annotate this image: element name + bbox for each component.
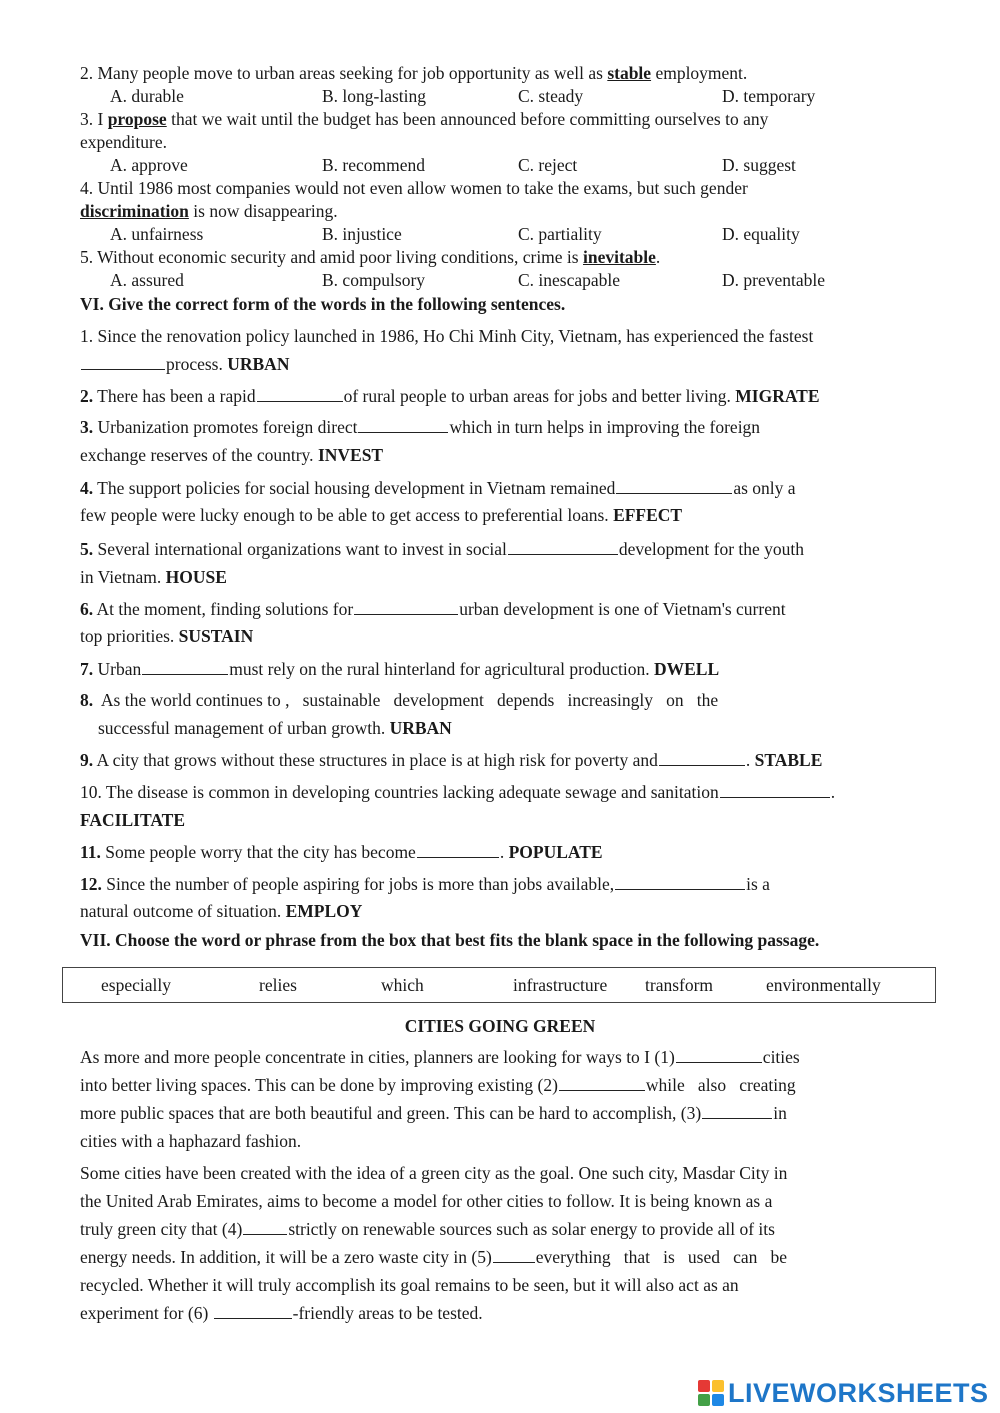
question-3: 3. I propose that we wait until the budget has been announced before committing ourselves to any [80, 109, 769, 129]
option-d[interactable]: D. temporary [722, 86, 816, 106]
option-b[interactable]: B. injustice [322, 224, 402, 244]
s6-item-9: 9. A city that grows without these structures in place is at high risk for poverty and . STABLE [80, 750, 823, 770]
answer-blank[interactable] [257, 386, 343, 402]
section-6-heading: VI. Give the correct form of the words in the following sentences. [80, 294, 566, 314]
option-a[interactable]: A. unfairness [110, 224, 204, 244]
s6-item-8: 8. As the world continues to , sustainable development depends increasingly on the [80, 690, 719, 710]
gap-4[interactable] [243, 1219, 287, 1235]
target-word: inevitable [582, 247, 656, 267]
answer-blank[interactable] [508, 539, 618, 555]
answer-blank[interactable] [354, 599, 458, 615]
passage-line: energy needs. In addition, it will be a zero waste city in (5) everything that is used can be [80, 1247, 788, 1267]
option-c[interactable]: C. reject [518, 155, 578, 175]
passage-title: CITIES GOING GREEN [404, 1016, 596, 1036]
logo-square [712, 1380, 724, 1392]
passage-line: Some cities have been created with the idea of a green city as the goal. One such city, Masdar City in [80, 1163, 788, 1183]
answer-blank[interactable] [358, 417, 448, 433]
box-word: which [381, 975, 424, 995]
target-word: stable [607, 63, 652, 83]
box-word: environmentally [766, 975, 881, 995]
option-a[interactable]: A. approve [110, 155, 188, 175]
passage-line: recycled. Whether it will truly accomplish its goal remains to be seen, but it will also act as an [80, 1275, 739, 1295]
s6-item-6-line2: top priorities. SUSTAIN [80, 626, 254, 646]
s6-item-4: 4. The support policies for social housing development in Vietnam remained as only a [80, 478, 796, 498]
s6-item-11: 11. Some people worry that the city has become . POPULATE [80, 842, 603, 862]
passage-line: more public spaces that are both beautiful and green. This can be hard to accomplish, (3) in [80, 1103, 787, 1123]
box-word: relies [259, 975, 297, 995]
word-box [62, 967, 936, 1003]
target-word: propose [107, 109, 167, 129]
answer-blank[interactable] [616, 478, 732, 494]
s6-item-3: 3. Urbanization promotes foreign direct which in turn helps in improving the foreign [80, 417, 761, 437]
option-b[interactable]: B. recommend [322, 155, 426, 175]
question-2: 2. Many people move to urban areas seeking for job opportunity as well as stable employment. [80, 63, 748, 83]
s6-item-2: 2. There has been a rapid of rural people to urban areas for jobs and better living. MIGRATE [80, 386, 820, 406]
s6-item-1-line2: process. URBAN [80, 353, 289, 375]
liveworksheets-logo[interactable] [698, 1378, 989, 1408]
answer-blank[interactable] [615, 874, 745, 890]
question-3-line2: expenditure. [80, 132, 167, 152]
passage-line: truly green city that (4) strictly on renewable sources such as solar energy to provide all of its [80, 1219, 775, 1239]
target-word: discrimination [80, 201, 189, 221]
s6-item-12: 12. Since the number of people aspiring for jobs is more than jobs available, is a [80, 874, 770, 894]
answer-blank[interactable] [417, 842, 499, 858]
answer-blank[interactable] [720, 782, 830, 798]
passage-line: the United Arab Emirates, aims to become a model for other cities to follow. It is being known as a [80, 1191, 773, 1211]
option-a[interactable]: A. assured [110, 270, 184, 290]
gap-3[interactable] [702, 1103, 772, 1119]
option-c[interactable]: C. steady [518, 86, 584, 106]
logo-icon [698, 1380, 724, 1406]
logo-square [698, 1394, 710, 1406]
gap-6[interactable] [214, 1303, 292, 1319]
logo-square [712, 1394, 724, 1406]
s6-item-5-line2: in Vietnam. HOUSE [80, 567, 227, 587]
passage-line: As more and more people concentrate in cities, planners are looking for ways to I (1) cities [80, 1047, 800, 1067]
question-4: 4. Until 1986 most companies would not even allow women to take the exams, but such gender [80, 178, 748, 198]
logo-square [698, 1380, 710, 1392]
option-c[interactable]: C. partiality [518, 224, 602, 244]
question-4-line2: discrimination is now disappearing. [80, 201, 338, 221]
box-word: especially [101, 975, 171, 995]
s6-item-10: 10. The disease is common in developing countries lacking adequate sewage and sanitation . [80, 782, 836, 802]
answer-blank[interactable] [659, 750, 745, 766]
gap-5[interactable] [493, 1247, 535, 1263]
s6-item-7: 7. Urban must rely on the rural hinterland for agricultural production. DWELL [80, 659, 720, 679]
s6-item-10-keyword: FACILITATE [80, 810, 186, 830]
answer-blank[interactable] [142, 659, 228, 675]
passage-line: into better living spaces. This can be done by improving existing (2) while also creating [80, 1075, 796, 1095]
s6-item-5: 5. Several international organizations want to invest in social development for the youth [80, 539, 805, 559]
option-b[interactable]: B. compulsory [322, 270, 426, 290]
passage-line: experiment for (6) -friendly areas to be tested. [80, 1303, 483, 1323]
gap-2[interactable] [559, 1075, 645, 1091]
option-b[interactable]: B. long-lasting [322, 86, 427, 106]
answer-blank[interactable] [81, 354, 165, 370]
s6-item-6: 6. At the moment, finding solutions for urban development is one of Vietnam's current [80, 599, 786, 619]
s6-item-8-line2: successful management of urban growth. URBAN [98, 718, 452, 738]
s6-item-3-line2: exchange reserves of the country. INVEST [80, 445, 384, 465]
box-word: infrastructure [513, 975, 608, 995]
s6-item-12-line2: natural outcome of situation. EMPLOY [80, 901, 363, 921]
section-7-heading: VII. Choose the word or phrase from the box that best fits the blank space in the following passage. [80, 930, 820, 950]
logo-text: LIVEWORKSHEETS [728, 1377, 989, 1408]
box-word: transform [645, 975, 714, 995]
option-d[interactable]: D. preventable [722, 270, 826, 290]
gap-1[interactable] [676, 1047, 762, 1063]
question-5: 5. Without economic security and amid poor living conditions, crime is inevitable. [80, 247, 661, 267]
passage-line: cities with a haphazard fashion. [80, 1131, 302, 1151]
option-d[interactable]: D. equality [722, 224, 800, 244]
option-c[interactable]: C. inescapable [518, 270, 621, 290]
s6-item-4-line2: few people were lucky enough to be able to get access to preferential loans. EFFECT [80, 505, 683, 525]
s6-item-1: 1. Since the renovation policy launched in 1986, Ho Chi Minh City, Vietnam, has experienced the fastest [80, 326, 814, 346]
option-a[interactable]: A. durable [110, 86, 184, 106]
option-d[interactable]: D. suggest [722, 155, 796, 175]
